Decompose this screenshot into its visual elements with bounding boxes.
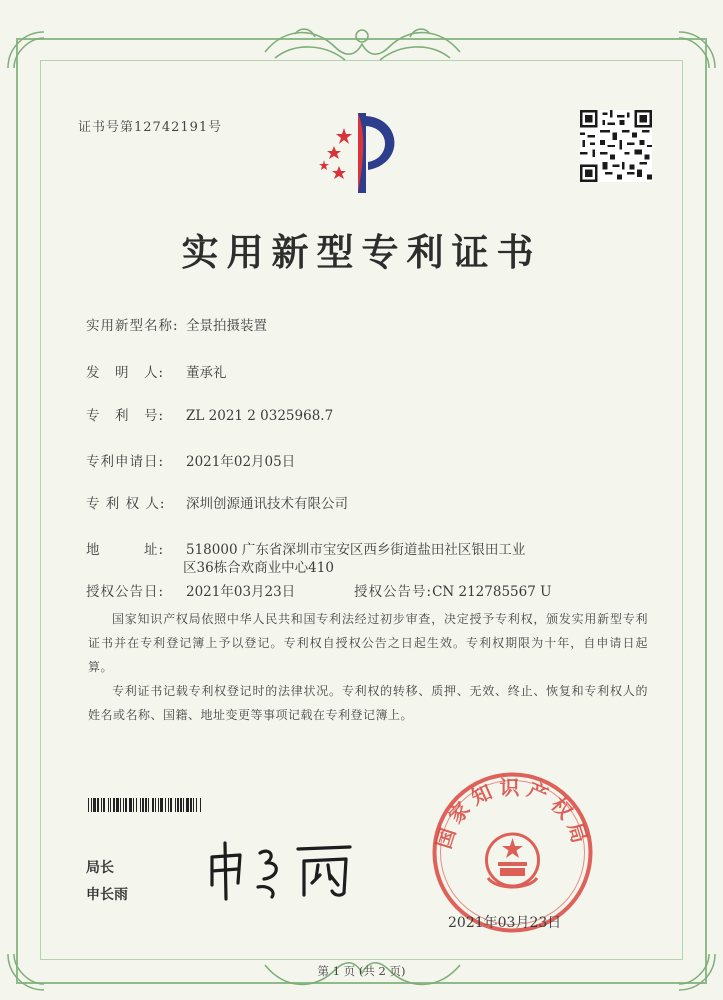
page-number: 第 1 页 (共 2 页) — [317, 964, 406, 978]
grant-pub-date-label: 授权公告日: — [86, 584, 165, 600]
utility-model-name-row — [86, 314, 267, 334]
barcode — [88, 798, 344, 812]
patentee-value: 深圳创源通讯技术有限公司 — [186, 496, 348, 512]
grant-pub-date-row — [86, 580, 295, 600]
inventor-label: 发 明 人: — [86, 365, 165, 381]
address-line-1: 518000 广东省深圳市宝安区西乡街道盐田社区银田工业 — [186, 542, 526, 558]
qr-code — [580, 110, 652, 182]
cnipa-logo — [306, 108, 416, 198]
utility-model-name-label: 实用新型名称: — [86, 318, 179, 334]
official-seal — [430, 770, 595, 935]
director-signature — [200, 835, 370, 905]
seal-date: 2021年03月23日 — [448, 915, 562, 931]
grant-pub-number-label: 授权公告号: — [354, 584, 433, 600]
filing-date-label: 专利申请日: — [86, 454, 165, 470]
corner-ornament — [675, 28, 719, 72]
certificate-title: 实用新型专利证书 — [181, 230, 542, 274]
inventor-value: 董承礼 — [186, 365, 227, 381]
grant-pub-number-row — [354, 580, 551, 600]
filing-date-row — [86, 450, 295, 470]
director-title: 局长 — [86, 860, 114, 876]
filing-date-value: 2021年02月05日 — [186, 454, 296, 470]
top-ornament — [255, 22, 470, 72]
grant-pub-number-value: CN 212785567 U — [432, 584, 552, 600]
patentee-row — [86, 492, 348, 512]
patent-number-value: ZL 2021 2 0325968.7 — [186, 408, 334, 424]
director-name: 申长雨 — [86, 887, 128, 903]
patentee-label: 专 利 权 人: — [86, 496, 166, 512]
grant-pub-date-value: 2021年03月23日 — [186, 584, 296, 600]
body-paragraph-1: 国家知识产权局依照中华人民共和国专利法经过初步审查，决定授予专利权，颁发实用新型专利证书并在专利登记簿上予以登记。专利权自授权公告之日起生效。专利权期限为十年，自申请日起算。 — [88, 612, 648, 674]
certificate-number: 证书号第12742191号 — [78, 120, 223, 135]
corner-ornament — [4, 28, 48, 72]
address-line-2: 区36栋合欢商业中心410 — [183, 560, 334, 576]
inventor-row — [86, 361, 227, 381]
patent-number-label: 专 利 号: — [86, 408, 165, 424]
address-row — [86, 538, 525, 558]
patent-number-row — [86, 404, 333, 424]
utility-model-name-value: 全景拍摄装置 — [186, 318, 267, 334]
seal-text: 国家知识产权局 — [431, 775, 594, 852]
body-paragraph-2: 专利证书记载专利权登记时的法律状况。专利权的转移、质押、无效、终止、恢复和专利权人的姓名或名称、国籍、地址变更等事项记载在专利登记簿上。 — [88, 684, 648, 722]
address-label: 地 址: — [86, 542, 165, 558]
